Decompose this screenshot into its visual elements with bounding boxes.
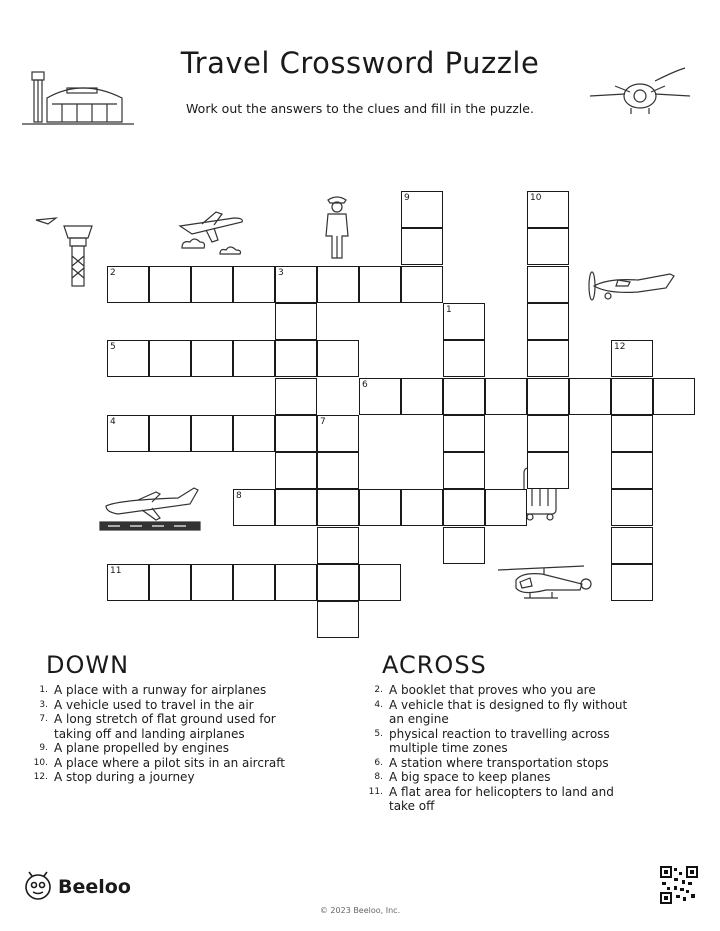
- grid-cell[interactable]: [275, 415, 317, 452]
- clue-number: 5: [110, 342, 116, 353]
- clue-number: 1: [446, 304, 452, 315]
- grid-cell[interactable]: [191, 340, 233, 377]
- grid-cell[interactable]: [317, 452, 359, 489]
- clue-number: 7: [320, 416, 326, 427]
- bee-logo-icon: [22, 870, 54, 902]
- clue-number: 10.: [33, 757, 48, 768]
- grid-cell[interactable]: [275, 303, 317, 340]
- across-clue: [355, 756, 639, 771]
- grid-cell[interactable]: [401, 489, 443, 526]
- grid-cell[interactable]: [317, 266, 359, 303]
- airplane-clouds-icon: [172, 208, 252, 260]
- grid-cell[interactable]: [149, 266, 191, 303]
- clue-text: A booklet that proves who you are: [389, 683, 596, 697]
- clue-text: A long stretch of flat ground used for taking off and landing airplanes: [54, 712, 276, 741]
- clue-text: A vehicle that is designed to fly without an engine: [389, 697, 628, 726]
- grid-cell[interactable]: [317, 601, 359, 638]
- grid-cell[interactable]: [653, 378, 695, 415]
- grid-cell[interactable]: [191, 266, 233, 303]
- helicopter-icon: [494, 560, 596, 612]
- down-clue: [20, 698, 304, 713]
- clue-number: 6.: [374, 757, 383, 768]
- grid-cell[interactable]: [443, 527, 485, 564]
- grid-cell[interactable]: [233, 415, 275, 452]
- airport-terminal-icon: [22, 60, 137, 130]
- across-clue: [355, 785, 639, 814]
- clue-number: 7.: [39, 714, 48, 724]
- grid-cell[interactable]: [611, 415, 653, 452]
- clue-number: 9: [404, 193, 410, 203]
- page-subtitle: Work out the answers to the clues and fill in the puzzle.: [186, 101, 534, 116]
- grid-cell[interactable]: [191, 564, 233, 601]
- clue-number: 12: [614, 342, 626, 353]
- clue-number: 11.: [368, 786, 383, 797]
- grid-cell[interactable]: [527, 303, 569, 340]
- clue-number: 3: [278, 267, 284, 278]
- down-clue: [20, 741, 304, 756]
- grid-cell[interactable]: [233, 340, 275, 377]
- clue-number: 5.: [374, 728, 383, 739]
- grid-cell[interactable]: [569, 378, 611, 415]
- grid-cell[interactable]: [611, 564, 653, 601]
- grid-cell[interactable]: [527, 452, 569, 489]
- clue-number: 3.: [39, 699, 48, 710]
- grid-cell[interactable]: [401, 228, 443, 265]
- clue-number: 12.: [33, 772, 48, 782]
- page-title: Travel Crossword Puzzle: [180, 46, 540, 80]
- clue-number: 2.: [374, 685, 383, 695]
- clue-text: A stop during a journey: [54, 770, 195, 784]
- airplane-runway-icon: [98, 484, 203, 532]
- clue-number: 2: [110, 267, 116, 278]
- grid-cell[interactable]: [611, 489, 653, 526]
- grid-cell[interactable]: [485, 489, 527, 526]
- grid-cell[interactable]: [233, 564, 275, 601]
- clue-number: 4.: [374, 699, 383, 710]
- grid-cell[interactable]: [401, 378, 443, 415]
- clue-text: A flat area for helicopters to land and take off: [389, 784, 614, 813]
- grid-cell[interactable]: [359, 266, 401, 303]
- grid-cell[interactable]: [149, 564, 191, 601]
- grid-cell[interactable]: [443, 489, 485, 526]
- grid-cell[interactable]: [443, 415, 485, 452]
- grid-cell[interactable]: [233, 266, 275, 303]
- clue-number: 1.: [39, 685, 48, 695]
- airplane-icon: [585, 66, 695, 126]
- copyright-text: © 2023 Beeloo, Inc.: [319, 906, 401, 915]
- clue-text: A big space to keep planes: [389, 770, 551, 784]
- grid-cell[interactable]: [275, 340, 317, 377]
- grid-cell[interactable]: [611, 527, 653, 564]
- across-clues: [355, 683, 639, 814]
- grid-cell[interactable]: [443, 340, 485, 377]
- clue-text: A place with a runway for airplanes: [54, 683, 267, 697]
- across-clue: [355, 698, 639, 727]
- down-clue: [20, 683, 304, 698]
- clue-number: 9.: [39, 743, 48, 753]
- grid-cell[interactable]: [317, 340, 359, 377]
- grid-cell[interactable]: [275, 564, 317, 601]
- clue-number: 6: [362, 379, 368, 390]
- grid-cell[interactable]: [611, 452, 653, 489]
- across-clue: [355, 683, 639, 698]
- grid-cell[interactable]: [359, 489, 401, 526]
- down-clue: [20, 712, 304, 741]
- grid-cell[interactable]: [527, 340, 569, 377]
- clue-text: physical reaction to travelling across multiple time zones: [389, 726, 610, 755]
- grid-cell[interactable]: [191, 415, 233, 452]
- grid-cell[interactable]: [527, 378, 569, 415]
- pilot-icon: [322, 192, 352, 262]
- across-clue: [355, 727, 639, 756]
- grid-cell[interactable]: [317, 527, 359, 564]
- grid-cell[interactable]: [527, 228, 569, 265]
- grid-cell[interactable]: [527, 415, 569, 452]
- grid-cell[interactable]: [443, 378, 485, 415]
- clue-number: 8: [236, 491, 242, 502]
- grid-cell[interactable]: [275, 489, 317, 526]
- down-heading: DOWN: [46, 651, 130, 679]
- clue-number: 4: [110, 416, 116, 427]
- grid-cell[interactable]: [275, 378, 317, 415]
- grid-cell[interactable]: [149, 415, 191, 452]
- brand-name: Beeloo: [58, 876, 131, 898]
- clue-number: 11: [110, 566, 122, 576]
- grid-cell[interactable]: [611, 378, 653, 415]
- grid-cell[interactable]: [149, 340, 191, 377]
- propeller-plane-icon: [578, 266, 686, 306]
- down-clue: [20, 770, 304, 785]
- grid-cell[interactable]: [485, 378, 527, 415]
- clue-number: 10: [530, 193, 542, 203]
- grid-cell[interactable]: [443, 452, 485, 489]
- grid-cell[interactable]: [317, 489, 359, 526]
- grid-cell[interactable]: [275, 452, 317, 489]
- clue-number: 8.: [374, 772, 383, 782]
- qr-code-icon: [660, 866, 698, 904]
- grid-cell[interactable]: [401, 266, 443, 303]
- across-heading: ACROSS: [382, 651, 487, 679]
- grid-cell[interactable]: [527, 266, 569, 303]
- down-clues: [20, 683, 304, 785]
- down-clue: [20, 756, 304, 771]
- clue-text: A place where a pilot sits in an aircraft: [54, 755, 285, 770]
- clue-text: A vehicle used to travel in the air: [54, 697, 254, 712]
- clue-text: A plane propelled by engines: [54, 741, 229, 755]
- clue-text: A station where transportation stops: [389, 755, 609, 770]
- grid-cell[interactable]: [359, 564, 401, 601]
- grid-cell[interactable]: [317, 564, 359, 601]
- control-tower-icon: [34, 208, 99, 288]
- across-clue: [355, 770, 639, 785]
